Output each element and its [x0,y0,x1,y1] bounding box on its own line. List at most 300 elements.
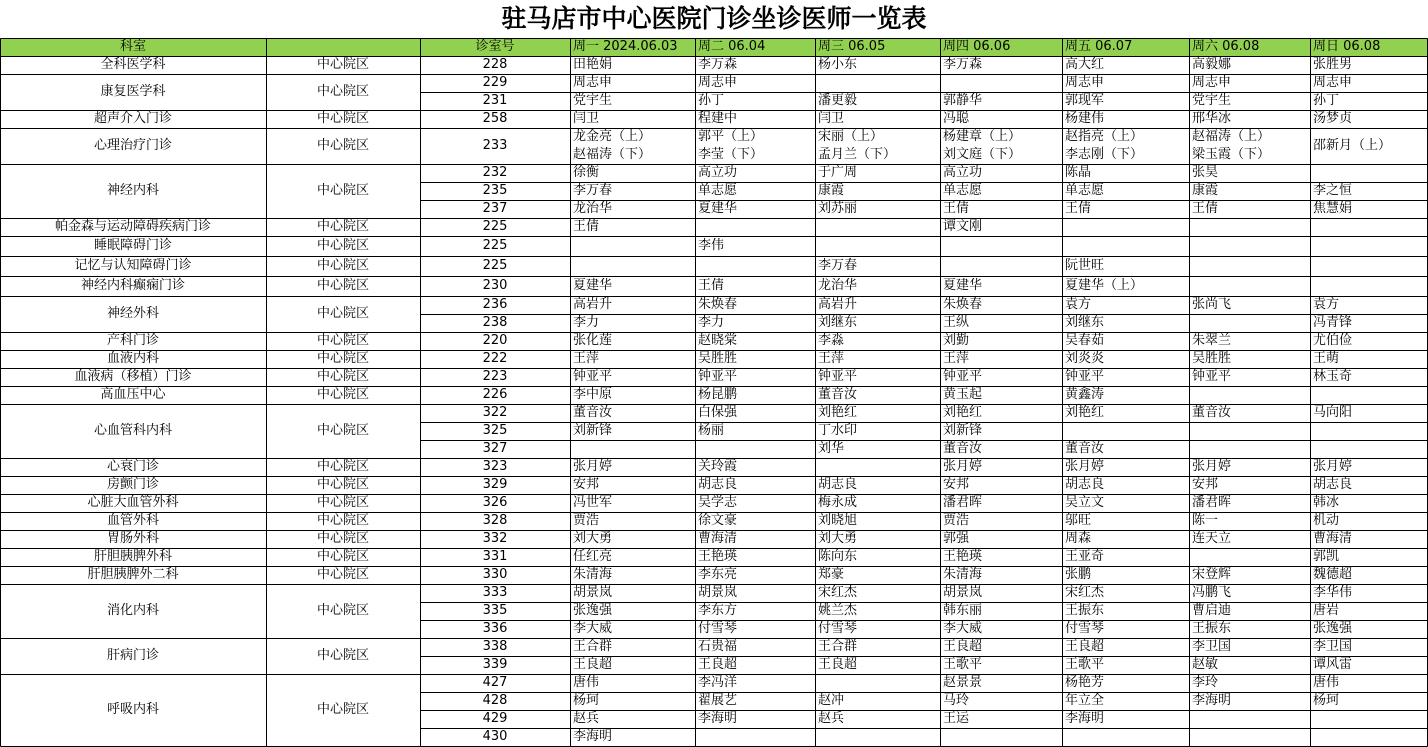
doctor-cell: 王良超 [818,657,858,672]
doctor-cell: 安邦 [1192,477,1219,492]
room-number: 225 [482,238,508,253]
doctor-cell: 韩冰 [1313,495,1340,510]
doctor-cell: 杨艳芳 [1065,675,1105,690]
doctor-cell: 郭现军 [1065,93,1105,108]
district-name: 中心院区 [316,138,369,153]
room-number: 223 [482,369,508,384]
doctor-cell: 张月婷 [943,459,983,474]
doctor-cell: 连天立 [1192,531,1232,546]
doctor-cell: 李东方 [698,603,738,618]
doctor-cell: 孙丁 [1313,93,1340,108]
doctor-cell: 高立功 [698,165,738,180]
doctor-cell: 宋红杰 [1065,585,1105,600]
doctor-cell: 朱清海 [943,567,983,582]
doctor-cell: 陈一 [1192,513,1219,528]
room-number: 225 [482,219,508,234]
doctor-cell: 李万森 [698,57,738,72]
cell-line: 刘文庭（下） [943,147,1022,162]
department-name: 神经内科 [106,183,159,198]
doctor-cell: 王萌 [1313,351,1340,366]
doctor-cell: 党宇生 [1192,93,1232,108]
department-name: 产科门诊 [106,333,159,348]
doctor-cell: 龙治华 [573,201,613,216]
doctor-cell: 杨昆鹏 [698,387,738,402]
doctor-cell: 赵敏 [1192,657,1219,672]
doctor-cell: 吴春茹 [1065,333,1105,348]
doctor-cell: 单志愿 [698,183,738,198]
doctor-cell: 宋红杰 [818,585,858,600]
doctor-cell: 袁方 [1065,297,1092,312]
doctor-cell: 冯鹏飞 [1192,585,1232,600]
doctor-cell: 李力 [573,315,600,330]
doctor-cell: 王振东 [1065,603,1105,618]
doctor-cell: 周志申 [1313,75,1353,90]
department-name: 睡眠障碍门诊 [93,238,172,253]
column-header-9: 周日 06.08 [1313,39,1381,54]
doctor-cell: 王倩 [1192,201,1219,216]
room-number: 325 [482,423,508,438]
department-name: 血管外科 [106,513,159,528]
doctor-cell: 黄玉起 [943,387,983,402]
doctor-cell: 王振东 [1192,621,1232,636]
doctor-cell: 高岩升 [573,297,613,312]
doctor-cell: 王艳瑛 [698,549,738,564]
department-name: 心血管科内科 [93,423,172,438]
doctor-cell: 钟亚平 [818,369,858,384]
department-name: 呼吸内科 [106,702,159,717]
doctor-cell: 王良超 [698,657,738,672]
doctor-cell: 白保强 [698,405,738,420]
doctor-cell: 张鹏 [1065,567,1092,582]
district-name: 中心院区 [316,513,369,528]
cell-line: 孟月兰（下） [818,147,897,162]
doctor-cell: 赵晓棠 [698,333,738,348]
doctor-cell: 刘大勇 [818,531,858,546]
room-number: 339 [482,657,508,672]
doctor-cell: 魏德超 [1313,567,1353,582]
doctor-cell: 龙治华 [818,278,858,293]
room-number: 220 [482,333,508,348]
doctor-cell: 董音汝 [943,441,983,456]
doctor-cell: 夏建华 [698,201,738,216]
cell-line: 赵指亮（上） [1065,129,1144,144]
doctor-cell: 杨丽 [698,423,725,438]
doctor-cell: 唐岩 [1313,603,1340,618]
doctor-cell: 周志申 [1192,75,1232,90]
doctor-cell: 杨珂 [1313,693,1340,708]
doctor-cell: 赵兵 [818,711,845,726]
department-name: 肝胆胰脾外二科 [87,567,179,582]
doctor-cell: 韩东丽 [943,603,983,618]
doctor-cell: 李海明 [1192,693,1232,708]
cell-line: 李志刚（下） [1065,147,1144,162]
doctor-cell: 李万森 [943,57,983,72]
cell-line: 李莹（下） [698,147,764,162]
doctor-cell: 关玲霞 [698,459,738,474]
column-header-2: 诊室号 [475,39,515,54]
doctor-cell: 王倩 [943,201,970,216]
doctor-cell: 张月婷 [1192,459,1232,474]
doctor-cell: 张逸强 [1313,621,1353,636]
doctor-cell: 李中原 [573,387,613,402]
doctor-cell: 李卫国 [1313,639,1353,654]
doctor-cell: 刘勤 [943,333,970,348]
room-number: 330 [482,567,508,582]
doctor-cell: 周志申 [573,75,613,90]
department-name: 神经内科癫痫门诊 [80,278,185,293]
doctor-cell: 吴胜胜 [1192,351,1232,366]
column-header-6: 周四 06.06 [943,39,1011,54]
doctor-cell: 张尚飞 [1192,297,1232,312]
doctor-cell: 李海明 [1065,711,1105,726]
department-name: 肝病门诊 [106,648,159,663]
room-number: 326 [482,495,508,510]
room-number: 335 [482,603,508,618]
district-name: 中心院区 [316,278,369,293]
room-number: 336 [482,621,508,636]
doctor-cell: 陈向东 [818,549,858,564]
doctor-cell: 周志申 [698,75,738,90]
doctor-cell: 张逸强 [573,603,613,618]
doctor-cell: 付雪琴 [818,621,858,636]
department-name: 血液内科 [106,351,159,366]
doctor-cell: 刘新锋 [573,423,613,438]
district-name: 中心院区 [316,603,369,618]
doctor-cell: 邬旺 [1065,513,1092,528]
room-number: 328 [482,513,508,528]
doctor-cell: 刘艳红 [943,405,983,420]
column-header-7: 周五 06.07 [1065,39,1133,54]
doctor-cell: 张月婷 [1065,459,1105,474]
district-name: 中心院区 [316,351,369,366]
room-number: 229 [482,75,508,90]
doctor-cell: 冯青锋 [1313,315,1353,330]
doctor-cell: 郭强 [943,531,970,546]
doctor-cell: 吴立文 [1065,495,1105,510]
doctor-cell: 李大威 [943,621,983,636]
doctor-cell: 徐衡 [573,165,600,180]
doctor-cell: 李万春 [818,258,858,273]
district-name: 中心院区 [316,258,369,273]
doctor-cell: 唐伟 [573,675,600,690]
doctor-cell: 徐文豪 [698,513,738,528]
doctor-cell: 赵冲 [818,693,845,708]
doctor-cell: 潘君晖 [1192,495,1232,510]
cell-line: 赵福涛（下） [573,147,652,162]
doctor-cell: 翟展艺 [698,693,738,708]
doctor-cell: 陈晶 [1065,165,1092,180]
doctor-cell: 高大红 [1065,57,1105,72]
doctor-cell: 杨建伟 [1065,111,1105,126]
doctor-cell: 林玉奇 [1313,369,1353,384]
room-number: 323 [482,459,508,474]
doctor-cell: 梅永成 [818,495,858,510]
doctor-cell: 姚兰杰 [818,603,858,618]
doctor-cell: 邵新月（上） [1313,138,1392,153]
room-number: 430 [482,729,508,744]
doctor-cell: 刘继东 [1065,315,1105,330]
room-number: 429 [482,711,508,726]
doctor-cell: 郭凯 [1313,549,1340,564]
doctor-cell: 丁水印 [818,423,858,438]
doctor-cell: 钟亚平 [943,369,983,384]
cell-line: 杨建章（上） [943,129,1022,144]
district-name: 中心院区 [316,648,369,663]
doctor-cell: 吴学志 [698,495,738,510]
doctor-cell: 夏建华 [573,278,613,293]
district-name: 中心院区 [316,495,369,510]
department-name: 肝胆胰脾外科 [93,549,172,564]
doctor-cell: 单志愿 [943,183,983,198]
room-number: 238 [482,315,508,330]
doctor-cell: 阮世旺 [1065,258,1105,273]
room-number: 222 [482,351,508,366]
doctor-cell: 安邦 [573,477,600,492]
doctor-cell: 王萍 [573,351,600,366]
page-title: 驻马店市中心医院门诊坐诊医师一览表 [501,4,927,33]
room-number: 232 [482,165,508,180]
doctor-cell: 胡志良 [1313,477,1353,492]
doctor-cell: 胡景岚 [573,585,613,600]
doctor-cell: 张月婷 [573,459,613,474]
doctor-cell: 刘艳红 [818,405,858,420]
doctor-cell: 闫卫 [573,111,600,126]
department-name: 康复医学科 [100,84,166,99]
district-name: 中心院区 [316,459,369,474]
doctor-cell: 袁方 [1313,297,1340,312]
department-name: 神经外科 [106,306,159,321]
doctor-cell: 刘新锋 [943,423,983,438]
doctor-cell: 马玲 [943,693,970,708]
district-name: 中心院区 [316,333,369,348]
doctor-cell: 王歌平 [943,657,983,672]
doctor-cell: 吴胜胜 [698,351,738,366]
doctor-cell: 程建中 [698,111,738,126]
cell-line: 梁玉霞（下） [1192,147,1271,162]
room-number: 225 [482,258,508,273]
column-header-3: 周一 2024.06.03 [573,39,678,54]
doctor-cell: 钟亚平 [1192,369,1232,384]
doctor-cell: 董音汝 [818,387,858,402]
doctor-cell: 胡志良 [698,477,738,492]
doctor-cell: 李大威 [573,621,613,636]
doctor-cell: 刘大勇 [573,531,613,546]
doctor-cell: 高毅娜 [1192,57,1232,72]
doctor-cell: 王亚奇 [1065,549,1105,564]
doctor-cell: 冯聪 [943,111,970,126]
doctor-cell: 胡志良 [1065,477,1105,492]
doctor-cell: 朱焕春 [943,297,983,312]
district-name: 中心院区 [316,387,369,402]
doctor-cell: 王纵 [943,315,970,330]
doctor-cell: 刘继东 [818,315,858,330]
doctor-cell: 谭风雷 [1313,657,1353,672]
room-number: 230 [482,278,508,293]
doctor-cell: 孙丁 [698,93,725,108]
doctor-cell: 王良超 [943,639,983,654]
department-name: 全科医学科 [100,57,166,72]
district-name: 中心院区 [316,306,369,321]
doctor-cell: 李玲 [1192,675,1219,690]
doctor-cell: 机动 [1313,513,1340,528]
doctor-cell: 刘华 [818,441,845,456]
room-number: 428 [482,693,508,708]
department-name: 房颤门诊 [106,477,159,492]
district-name: 中心院区 [316,531,369,546]
doctor-cell: 高岩升 [818,297,858,312]
doctor-cell: 李力 [698,315,725,330]
department-name: 高血压中心 [100,387,166,402]
doctor-cell: 王艳瑛 [943,549,983,564]
doctor-cell: 付雪琴 [1065,621,1105,636]
district-name: 中心院区 [316,567,369,582]
doctor-cell: 张昊 [1192,165,1219,180]
department-name: 记忆与认知障碍门诊 [74,258,192,273]
doctor-cell: 周森 [1065,531,1092,546]
doctor-cell: 董音汝 [1192,405,1232,420]
district-name: 中心院区 [316,423,369,438]
column-header-0: 科室 [119,39,146,54]
doctor-cell: 张化莲 [573,333,613,348]
doctor-cell: 赵景景 [943,675,983,690]
doctor-cell: 李海明 [698,711,738,726]
department-name: 胃肠外科 [106,531,159,546]
doctor-cell: 刘苏丽 [818,201,858,216]
room-number: 338 [482,639,508,654]
doctor-cell: 王歌平 [1065,657,1105,672]
district-name: 中心院区 [316,219,369,234]
doctor-cell: 胡景岚 [943,585,983,600]
room-number: 231 [482,93,508,108]
cell-line: 赵福涛（上） [1192,129,1271,144]
cell-line: 宋丽（上） [818,129,884,144]
doctor-cell: 王倩 [698,278,725,293]
room-number: 322 [482,405,508,420]
doctor-cell: 刘晓旭 [818,513,858,528]
doctor-cell: 曹海清 [698,531,738,546]
room-number: 258 [482,111,508,126]
district-name: 中心院区 [316,183,369,198]
doctor-cell: 夏建华（上） [1065,278,1144,293]
room-number: 333 [482,585,508,600]
doctor-cell: 张月婷 [1313,459,1353,474]
doctor-cell: 夏建华 [943,278,983,293]
room-number: 237 [482,201,508,216]
doctor-cell: 郭静华 [943,93,983,108]
district-name: 中心院区 [316,84,369,99]
doctor-cell: 贾浩 [573,513,600,528]
doctor-cell: 贾浩 [943,513,970,528]
room-number: 236 [482,297,508,312]
room-number: 331 [482,549,508,564]
doctor-cell: 马向阳 [1313,405,1353,420]
doctor-cell: 朱翠兰 [1192,333,1232,348]
doctor-cell: 王倩 [573,219,600,234]
doctor-cell: 谭文刚 [943,219,983,234]
doctor-cell: 潘君晖 [943,495,983,510]
doctor-cell: 高立功 [943,165,983,180]
doctor-cell: 李之恒 [1313,183,1353,198]
doctor-cell: 王萍 [818,351,845,366]
doctor-cell: 李万春 [573,183,613,198]
doctor-cell: 刘艳红 [1065,405,1105,420]
doctor-cell: 赵兵 [573,711,600,726]
doctor-cell: 杨小东 [818,57,858,72]
doctor-cell: 李伟 [698,238,725,253]
column-header-8: 周六 06.08 [1192,39,1260,54]
doctor-cell: 汤梦贞 [1313,111,1353,126]
doctor-cell: 石贵福 [698,639,738,654]
doctor-cell: 黄鑫涛 [1065,387,1105,402]
doctor-cell: 郑豪 [818,567,845,582]
column-header-4: 周二 06.04 [698,39,766,54]
doctor-cell: 王运 [943,711,970,726]
cell-line: 郭平（上） [698,129,764,144]
doctor-cell: 王良超 [1065,639,1105,654]
district-name: 中心院区 [316,238,369,253]
department-name: 超声介入门诊 [93,111,172,126]
department-name: 消化内科 [106,603,159,618]
department-name: 心衰门诊 [106,459,159,474]
doctor-cell: 王合群 [573,639,613,654]
doctor-cell: 党宇生 [573,93,613,108]
room-number: 226 [482,387,508,402]
doctor-cell: 刘炎炎 [1065,351,1105,366]
doctor-cell: 潘更毅 [818,93,858,108]
doctor-cell: 焦慧娟 [1313,201,1353,216]
doctor-cell: 钟亚平 [1065,369,1105,384]
doctor-cell: 李淼 [818,333,845,348]
doctor-cell: 李华伟 [1313,585,1353,600]
doctor-cell: 唐伟 [1313,675,1340,690]
room-number: 329 [482,477,508,492]
district-name: 中心院区 [316,477,369,492]
doctor-cell: 宋登辉 [1192,567,1232,582]
doctor-cell: 安邦 [943,477,970,492]
doctor-cell: 李海明 [573,729,613,744]
doctor-cell: 朱焕春 [698,297,738,312]
doctor-cell: 曹启迪 [1192,603,1232,618]
doctor-cell: 冯世军 [573,495,613,510]
district-name: 中心院区 [316,702,369,717]
room-number: 332 [482,531,508,546]
doctor-cell: 王萍 [943,351,970,366]
doctor-cell: 杨珂 [573,693,600,708]
doctor-cell: 康霞 [1192,183,1219,198]
doctor-cell: 邢华冰 [1192,111,1232,126]
doctor-cell: 王合群 [818,639,858,654]
room-number: 327 [482,441,508,456]
department-name: 血液病（移植）门诊 [74,369,192,384]
doctor-cell: 于广周 [818,165,858,180]
doctor-cell: 张胜男 [1313,57,1353,72]
column-header-5: 周三 06.05 [818,39,886,54]
doctor-cell: 朱清海 [573,567,613,582]
doctor-cell: 田艳娟 [573,57,613,72]
doctor-cell: 闫卫 [818,111,845,126]
doctor-cell: 钟亚平 [698,369,738,384]
cell-line: 龙金亮（上） [573,129,652,144]
doctor-cell: 康霞 [818,183,845,198]
doctor-cell: 胡景岚 [698,585,738,600]
doctor-cell: 钟亚平 [573,369,613,384]
doctor-cell: 王倩 [1065,201,1092,216]
doctor-cell: 单志愿 [1065,183,1105,198]
doctor-cell: 董音汝 [573,405,613,420]
doctor-cell: 周志申 [1065,75,1105,90]
doctor-cell: 曹海清 [1313,531,1353,546]
district-name: 中心院区 [316,549,369,564]
